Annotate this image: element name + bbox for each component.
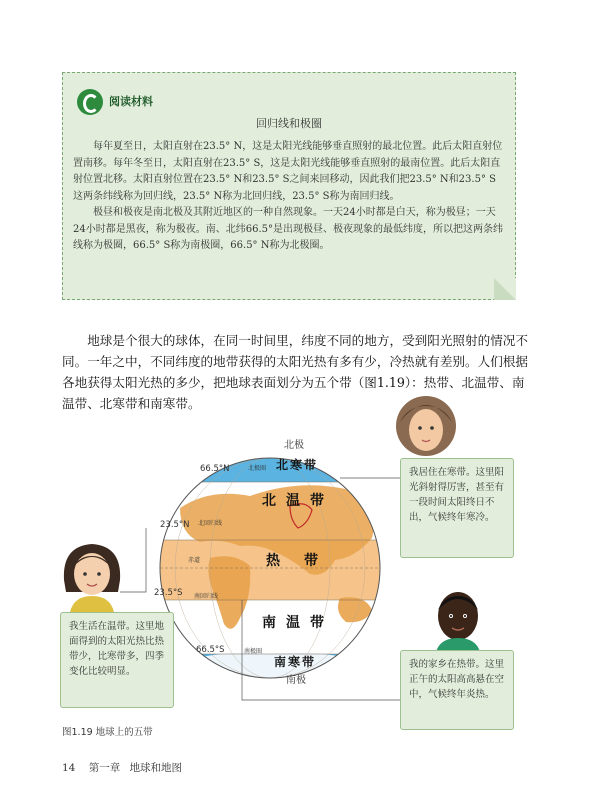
lat-23-5-s-label: 23.5°S [154, 588, 183, 598]
zone-tropical-label: 热带 [266, 553, 342, 569]
reading-label: 阅读材料 [109, 95, 153, 108]
north-pole-label: 北极 [284, 440, 304, 451]
temperate-bubble-text: 我生活在温带。这里地面得到的太阳光热比热带少，比寒带多，四季变化比较明显。 [69, 621, 165, 677]
lat-23-5-n-label: 23.5°N [160, 520, 190, 530]
equator-label: 赤道 [188, 557, 201, 564]
antarctic-circle-label: 南极圈 [244, 648, 263, 655]
tropic-capricorn-label: 南回归线 [194, 593, 219, 600]
zone-north-frigid-label: 北寒带 [276, 458, 319, 472]
tropical-bubble-text: 我的家乡在热带。这里正午的太阳高高悬在空中，气候终年炎热。 [409, 659, 505, 700]
south-pole-label: 南极 [286, 675, 306, 686]
tropical-person-avatar [430, 588, 486, 652]
page-footer [62, 760, 182, 775]
tropical-speech-bubble [400, 650, 514, 730]
reading-title: 回归线和极圈 [256, 117, 322, 130]
zone-south-temperate-label: 南温带 [262, 615, 334, 631]
frigid-bubble-text: 我居住在寒带。这里阳光斜射得厉害，甚至有一段时间太阳终日不出，气候终年寒冷。 [409, 467, 505, 523]
chapter-title: 地球和地图 [129, 762, 183, 774]
body-paragraph: 地球是个很大的球体，在同一时间里，纬度不同的地方，受到阳光照射的情况不同。一年之中，不同纬度的地带获得的太阳光热有多有少，冷热就有差别。人们根据各地获得太阳光热的多少，把地球表面划分为五个带（图1.19）：热带、北温带、南温带、北寒带和南寒带。 [62, 333, 528, 411]
tropical-pointer-line [242, 600, 404, 700]
tropic-cancer-label: 北回归线 [198, 520, 223, 527]
arctic-circle-label: 北极圈 [248, 465, 267, 472]
lat-66-5-s-label: 66.5°S [196, 645, 225, 655]
reading-paragraph-1: 每年夏至日，太阳直射在23.5° N，这是太阳光线能够垂直照射的最北位置。此后太阳直射位置南移。每年冬至日，太阳直射在23.5° S，这是太阳光线能够垂直照射的最南位置。此后太阳直射位置北移。太阳直射位置在23.5° N和23.5° S之间来回移动，因此我们把23.5° N和23.5° S这两条纬线称为回归线，23.5° N称为北回归线，23.5° S称为南回归线。 [73, 141, 503, 202]
temperate-speech-bubble [60, 612, 174, 708]
zone-south-frigid-label: 南寒带 [274, 655, 317, 669]
reading-paragraph-2: 极昼和极夜是南北极及其附近地区的一种自然现象。一天24小时都是白天，称为极昼；一天24小时都是黑夜，称为极夜。南、北纬66.5°是出现极昼、极夜现象的最低纬度，所以把这两条纬线称为极圈，66.5° S称为南极圈，66.5° N称为北极圈。 [73, 207, 503, 251]
lat-66-5-n-label: 66.5°N [200, 464, 230, 474]
temperate-person-avatar [60, 540, 124, 612]
frigid-person-avatar [394, 392, 458, 458]
chapter-number: 第一章 [88, 762, 121, 774]
page-number: 14 [62, 762, 76, 774]
figure-caption: 图1.19 地球上的五带 [62, 727, 153, 738]
zone-north-temperate-label: 北温带 [262, 493, 334, 509]
frigid-speech-bubble [400, 458, 514, 558]
